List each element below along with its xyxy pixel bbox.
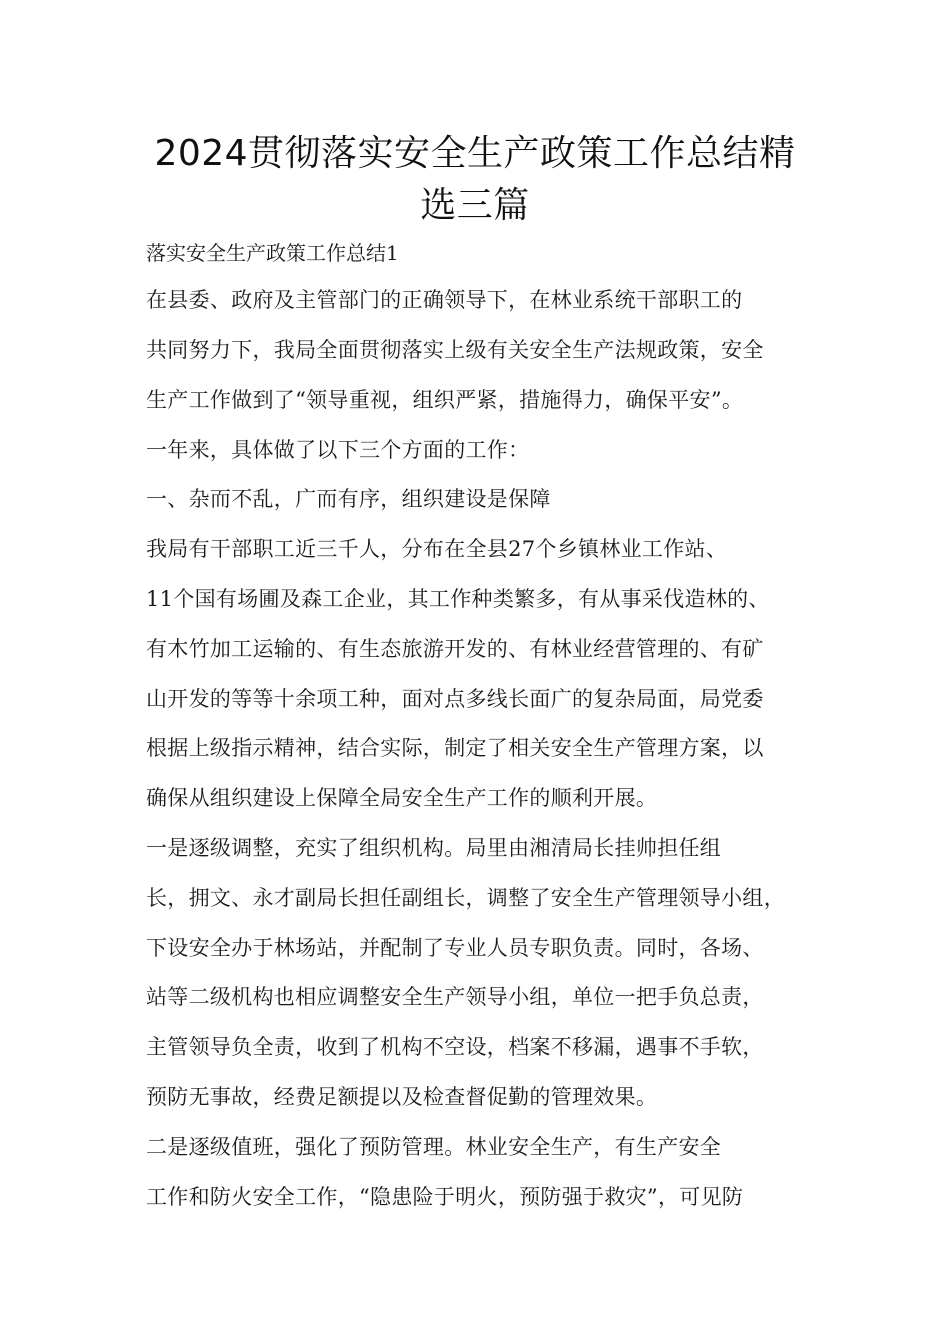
paragraph-line: 根据上级指示精神，结合实际，制定了相关安全生产管理方案，以 — [146, 736, 764, 760]
section-heading: 一、杂而不乱，广而有序，组织建设是保障 — [146, 487, 551, 511]
paragraph-line: 二是逐级值班，强化了预防管理。林业安全生产，有生产安全 — [146, 1135, 722, 1159]
paragraph-line: 下设安全办于林场站，并配制了专业人员专职负责。同时，各场、 — [146, 936, 764, 960]
document-title — [100, 128, 850, 232]
section-subtitle: 落实安全生产政策工作总结1 — [146, 241, 399, 265]
paragraph-line: 生产工作做到了“领导重视，组织严紧，措施得力，确保平安”。 — [146, 388, 744, 412]
paragraph-line: 主管领导负全责，收到了机构不空设，档案不移漏，遇事不手软， — [146, 1035, 764, 1059]
paragraph-line: 有木竹加工运输的、有生态旅游开发的、有林业经营管理的、有矿 — [146, 637, 764, 661]
paragraph-line: 工作和防火安全工作，“隐患险于明火，预防强于救灾”，可见防 — [146, 1185, 744, 1209]
paragraph-line: 预防无事故，经费足额提以及检查督促勤的管理效果。 — [146, 1085, 658, 1109]
paragraph-line: 一年来，具体做了以下三个方面的工作： — [146, 438, 530, 462]
paragraph-line: 长，拥文、永才副局长担任副组长，调整了安全生产管理领导小组， — [146, 886, 785, 910]
paragraph-line: 共同努力下，我局全面贯彻落实上级有关安全生产法规政策，安全 — [146, 338, 764, 362]
title-line-1: 2024贯彻落实安全生产政策工作总结精 — [154, 133, 796, 174]
paragraph-line: 确保从组织建设上保障全局安全生产工作的顺利开展。 — [146, 786, 658, 810]
title-line-2: 选三篇 — [420, 185, 530, 226]
paragraph-line: 在县委、政府及主管部门的正确领导下，在林业系统干部职工的 — [146, 288, 743, 312]
paragraph-line: 一是逐级调整，充实了组织机构。局里由湘清局长挂帅担任组 — [146, 836, 722, 860]
paragraph-line: 我局有干部职工近三千人，分布在全县27个乡镇林业工作站、 — [146, 537, 728, 561]
paragraph-line: 山开发的等等十余项工种，面对点多线长面广的复杂局面，局党委 — [146, 687, 764, 711]
paragraph-line: 11个国有场圃及森工企业，其工作种类繁多，有从事采伐造林的、 — [146, 587, 770, 611]
paragraph-line: 站等二级机构也相应调整安全生产领导小组，单位一把手负总责， — [146, 985, 764, 1009]
